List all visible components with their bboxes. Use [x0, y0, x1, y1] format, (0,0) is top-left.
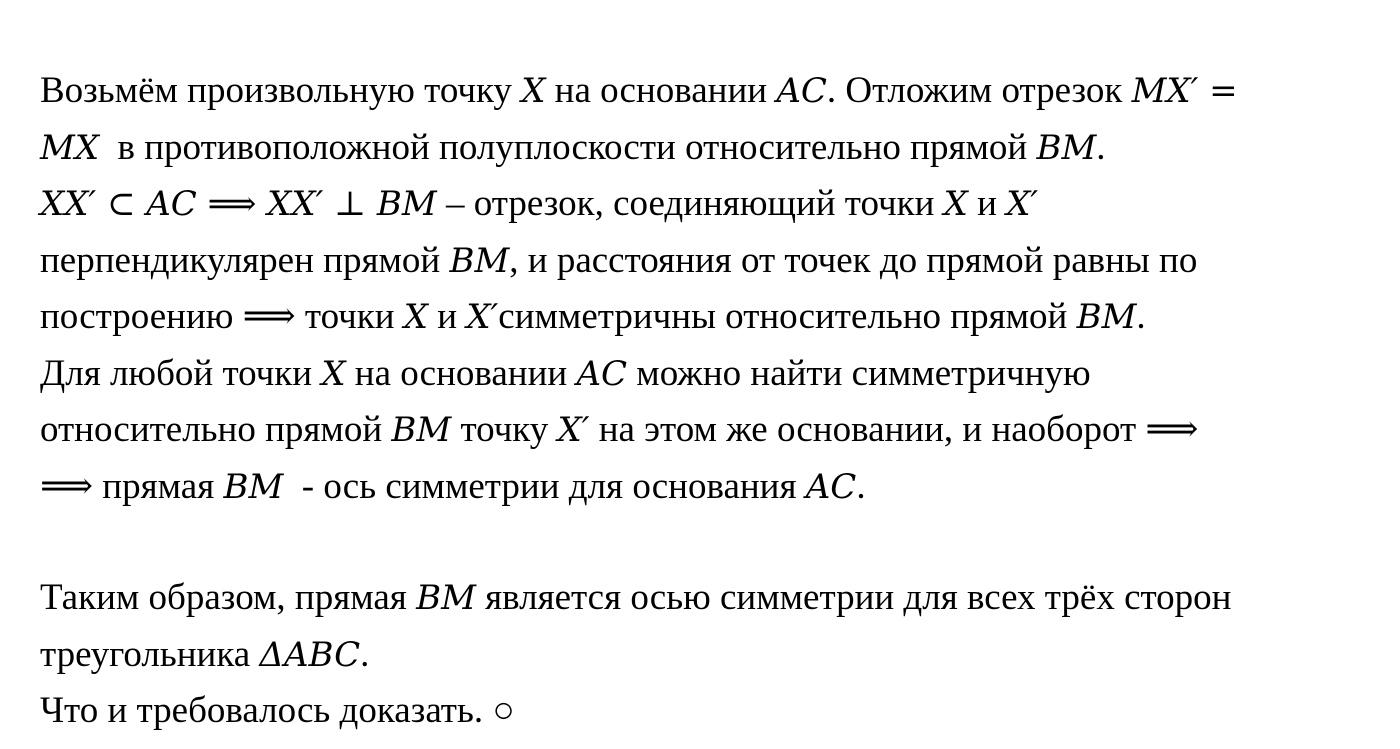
math-run: X [321, 353, 346, 394]
math-run: BM [1076, 297, 1137, 337]
text-run: . [360, 633, 370, 675]
text-run: ⟹ прямая [40, 465, 224, 507]
text-run: . Отложим отрезок [826, 70, 1132, 111]
text-line [40, 179, 1380, 236]
text-line [40, 686, 1380, 743]
math-run: BM [391, 410, 452, 450]
text-line [40, 573, 1380, 630]
text-run: можно найти симметричную [627, 352, 1091, 394]
math-run: AC [576, 353, 628, 394]
math-run: BM [1036, 127, 1097, 168]
text-run: . [1096, 126, 1106, 168]
text-run: на основании [345, 352, 577, 394]
text-line [40, 630, 1380, 687]
math-run: X [943, 184, 968, 224]
paragraph-proof-body [40, 66, 1380, 518]
text-line [40, 462, 1380, 519]
math-run: AC [776, 71, 827, 111]
math-run: BM [449, 240, 510, 281]
text-line [40, 349, 1380, 406]
text-run: и [428, 296, 467, 337]
proof-document [40, 66, 1380, 743]
text-run: на основании [545, 70, 777, 111]
text-run: . [856, 465, 866, 507]
text-line [40, 66, 1380, 123]
text-run: точку [451, 409, 558, 450]
text-run: Возьмём произвольную точку [40, 70, 522, 111]
text-line [40, 292, 1380, 349]
text-run: относительно прямой [40, 409, 392, 450]
text-run: построению ⟹ точки [40, 296, 404, 337]
math-run: MX′ = [1131, 71, 1238, 111]
text-line [40, 123, 1380, 180]
math-run: X′ [466, 297, 499, 337]
text-run: на этом же основании, и наоборот ⟹ [589, 409, 1199, 450]
text-run: – отрезок, соединяющий точки [436, 183, 944, 224]
text-run: в противоположной полуплоскости относительно прямой [99, 126, 1037, 168]
text-run: , и расстояния от точек до прямой равны по [509, 239, 1198, 281]
text-run: и [967, 183, 1007, 224]
math-run: MX [40, 127, 100, 168]
math-run: X [521, 71, 546, 111]
text-run: Для любой точки [40, 352, 322, 394]
text-line [40, 405, 1380, 462]
text-run: Таким образом, прямая [40, 577, 417, 618]
text-run: - ось симметрии для основания [283, 465, 806, 507]
math-run: BM [223, 466, 284, 507]
math-run: X′ [1006, 184, 1039, 224]
paragraph-conclusion [40, 573, 1380, 743]
text-line [40, 236, 1380, 293]
text-run: треугольника [40, 633, 260, 675]
text-run: перпендикулярен прямой [40, 239, 450, 281]
math-run: ΔABC [259, 634, 361, 675]
math-run: X [403, 297, 429, 337]
math-run: AC [805, 466, 857, 507]
paragraph-gap [40, 518, 1380, 573]
math-run: XX′ ⊂ AC ⟹ XX′ ⊥ BM [40, 184, 437, 224]
math-run: BM [416, 578, 476, 618]
math-run: X′ [557, 410, 590, 450]
text-run: . [1136, 296, 1146, 337]
text-run: является осью симметрии для всех трёх сторон [475, 577, 1232, 618]
text-run: Что и требовалось доказать. ○ [40, 690, 515, 731]
text-run: симметричны относительно прямой [498, 296, 1077, 337]
